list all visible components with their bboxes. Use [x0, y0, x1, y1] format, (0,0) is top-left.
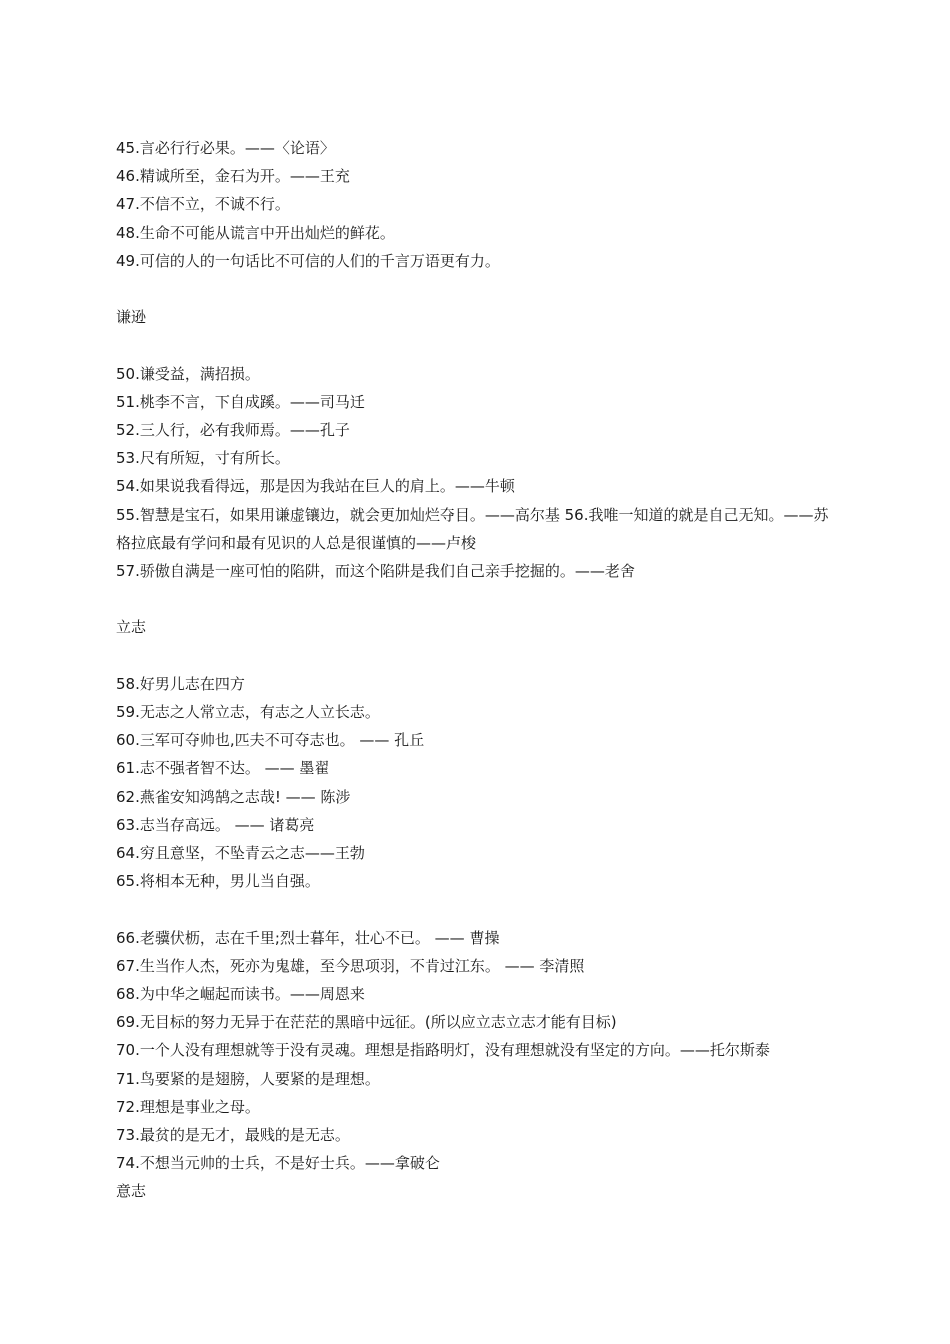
quote-line: 63.志当存高远。 —— 诸葛亮 [116, 815, 315, 834]
quote-line: 60.三军可夺帅也,匹夫不可夺志也。 —— 孔丘 [116, 731, 425, 750]
section-heading: 意志 [116, 1182, 147, 1201]
quote-line: 48.生命不可能从谎言中开出灿烂的鲜花。 [116, 223, 395, 242]
section-heading: 谦逊 [116, 308, 147, 327]
quote-line: 45.言必行行必果。——〈论语〉 [116, 139, 335, 157]
quote-line: 50.谦受益，满招损。 [116, 364, 260, 383]
document-page [116, 134, 840, 1206]
blank-line [116, 895, 840, 923]
quote-line: 53.尺有所短，寸有所长。 [116, 449, 290, 468]
quote-line: 54.如果说我看得远，那是因为我站在巨人的肩上。——牛顿 [116, 477, 515, 496]
quote-line: 47.不信不立，不诚不行。 [116, 195, 290, 214]
blank-line [116, 642, 840, 670]
blank-line [116, 275, 840, 303]
quote-line: 70.一个人没有理想就等于没有灵魂。理想是指路明灯，没有理想就没有坚定的方向。——托尔斯泰 [116, 1041, 770, 1060]
quote-line: 68.为中华之崛起而读书。——周恩来 [116, 985, 365, 1004]
quote-line: 72.理想是事业之母。 [116, 1097, 260, 1116]
quote-line: 49.可信的人的一句话比不可信的人们的千言万语更有力。 [116, 251, 500, 270]
quote-line: 52.三人行，必有我师焉。——孔子 [116, 421, 350, 439]
quote-line: 67.生当作人杰，死亦为鬼雄，至今思项羽，不肯过江东。 —— 李清照 [116, 956, 585, 975]
quote-line: 66.老骥伏枥，志在千里;烈士暮年，壮心不已。 —— 曹操 [116, 928, 500, 947]
quote-line: 71.鸟要紧的是翅膀，人要紧的是理想。 [116, 1069, 380, 1088]
quote-line: 73.最贫的是无才，最贱的是无志。 [116, 1126, 350, 1145]
quote-line: 74.不想当元帅的士兵，不是好士兵。——拿破仑 [116, 1154, 440, 1173]
quote-line: 64.穷且意坚，不坠青云之志——王勃 [116, 844, 365, 863]
quote-line: 46.精诚所至，金石为开。——王充 [116, 167, 350, 186]
blank-line [116, 331, 840, 359]
quote-line: 65.将相本无种，男儿当自强。 [116, 872, 320, 891]
quote-line: 59.无志之人常立志，有志之人立长志。 [116, 703, 380, 721]
quote-line: 55.智慧是宝石，如果用谦虚镶边，就会更加灿烂夺目。——高尔基 56.我唯一知道的就是自己无知。——苏格拉底最有学问和最有见识的人总是很谨慎的——卢梭 [116, 505, 829, 552]
blank-line [116, 585, 840, 613]
quote-line: 57.骄傲自满是一座可怕的陷阱，而这个陷阱是我们自己亲手挖掘的。——老舍 [116, 562, 635, 581]
quote-line: 51.桃李不言，下自成蹊。——司马迁 [116, 392, 365, 411]
quote-line: 58.好男儿志在四方 [116, 674, 245, 693]
section-heading: 立志 [116, 618, 147, 637]
quote-line: 62.燕雀安知鸿鹄之志哉! —— 陈涉 [116, 787, 351, 806]
quote-line: 61.志不强者智不达。 —— 墨翟 [116, 759, 330, 778]
quote-line: 69.无目标的努力无异于在茫茫的黑暗中远征。(所以应立志立志才能有目标) [116, 1013, 617, 1032]
